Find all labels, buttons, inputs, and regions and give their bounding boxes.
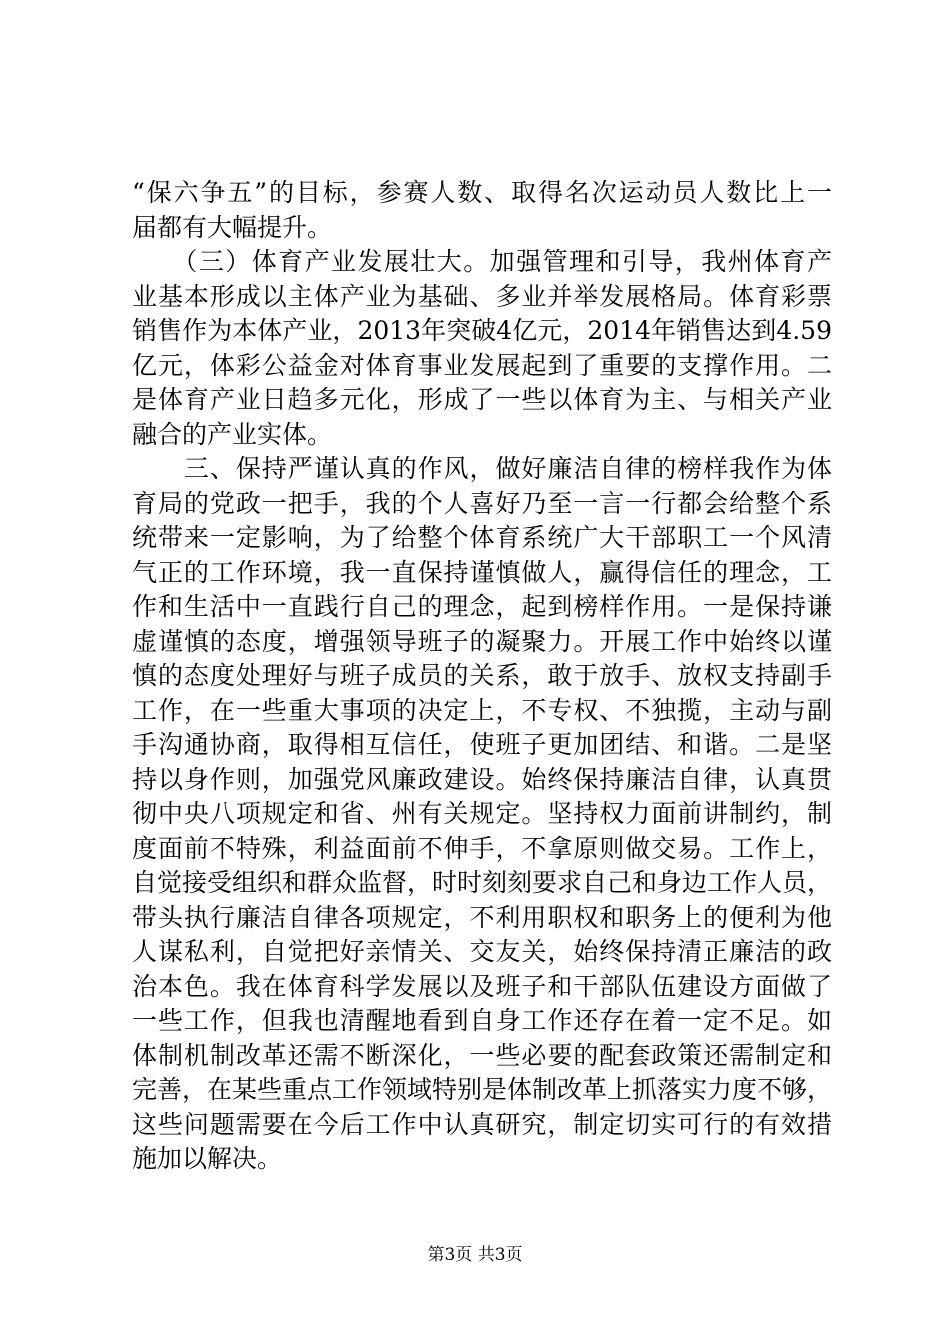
text-line: 彻中央八项规定和省、州有关规定。坚持权力面前讲制约，制 [132, 799, 832, 828]
text-line: 销售作为本体产业，2013年突破4亿元，2014年销售达到4.59 [132, 316, 832, 345]
text-line: 届都有大幅提升。 [132, 212, 333, 242]
text-line: 慎的态度处理好与班子成员的关系，敢于放手、放权支持副手 [132, 661, 832, 690]
text-line: 一些工作，但我也清醒地看到自身工作还存在着一定不足。如 [132, 1006, 832, 1035]
text-line: 带头执行廉洁自律各项规定，不利用职权和职务上的便利为他 [132, 902, 832, 932]
text-line: 施加以解决。 [132, 1144, 283, 1173]
text-line: 持以身作则，加强党风廉政建设。始终保持廉洁自律，认真贯 [132, 764, 832, 794]
text-line: 是体育产业日趋多元化，形成了一些以体育为主、与相关产业 [132, 385, 832, 414]
text-line: 体制机制改革还需不断深化，一些必要的配套政策还需制定和 [132, 1040, 832, 1070]
text-line: 亿元，体彩公益金对体育事业发展起到了重要的支撑作用。二 [132, 350, 832, 380]
document-body [132, 176, 832, 1177]
text-line: 这些问题需要在今后工作中认真研究，制定切实可行的有效措 [132, 1109, 832, 1139]
page-footer: 第3页 共3页 [427, 1245, 523, 1265]
text-line: 自觉接受组织和群众监督，时时刻刻要求自己和身边工作人员， [132, 868, 833, 897]
text-line: 虚谨慎的态度，增强领导班子的凝聚力。开展工作中始终以谨 [132, 626, 832, 656]
text-line: 统带来一定影响，为了给整个体育系统广大干部职工一个风清 [132, 523, 832, 552]
text-line: 育局的党政一把手，我的个人喜好乃至一言一行都会给整个系 [132, 488, 832, 518]
text-line: 融合的产业实体。 [132, 419, 333, 449]
text-line: 度面前不特殊，利益面前不伸手，不拿原则做交易。工作上， [132, 833, 832, 863]
text-line: “保六争五”的目标，参赛人数、取得名次运动员人数比上一 [132, 178, 832, 207]
text-line: 手沟通协商，取得相互信任，使班子更加团结、和谐。二是坚 [132, 730, 832, 759]
text-line: 作和生活中一直践行自己的理念，起到榜样作用。一是保持谦 [132, 592, 832, 621]
text-line: 工作，在一些重大事项的决定上，不专权、不独揽，主动与副 [132, 695, 832, 725]
text-line: 治本色。我在体育科学发展以及班子和干部队伍建设方面做了 [132, 971, 832, 1001]
text-line: （三）体育产业发展壮大。加强管理和引导，我州体育产 [132, 247, 832, 276]
text-line: 三、保持严谨认真的作风，做好廉洁自律的榜样我作为体 [132, 454, 832, 483]
text-line: 完善，在某些重点工作领域特别是体制改革上抓落实力度不够， [132, 1075, 833, 1104]
text-line: 气正的工作环境，我一直保持谨慎做人，赢得信任的理念，工 [132, 557, 832, 587]
text-line: 业基本形成以主体产业为基础、多业并举发展格局。体育彩票 [132, 281, 832, 311]
text-line: 人谋私利，自觉把好亲情关、交友关，始终保持清正廉洁的政 [132, 937, 832, 966]
